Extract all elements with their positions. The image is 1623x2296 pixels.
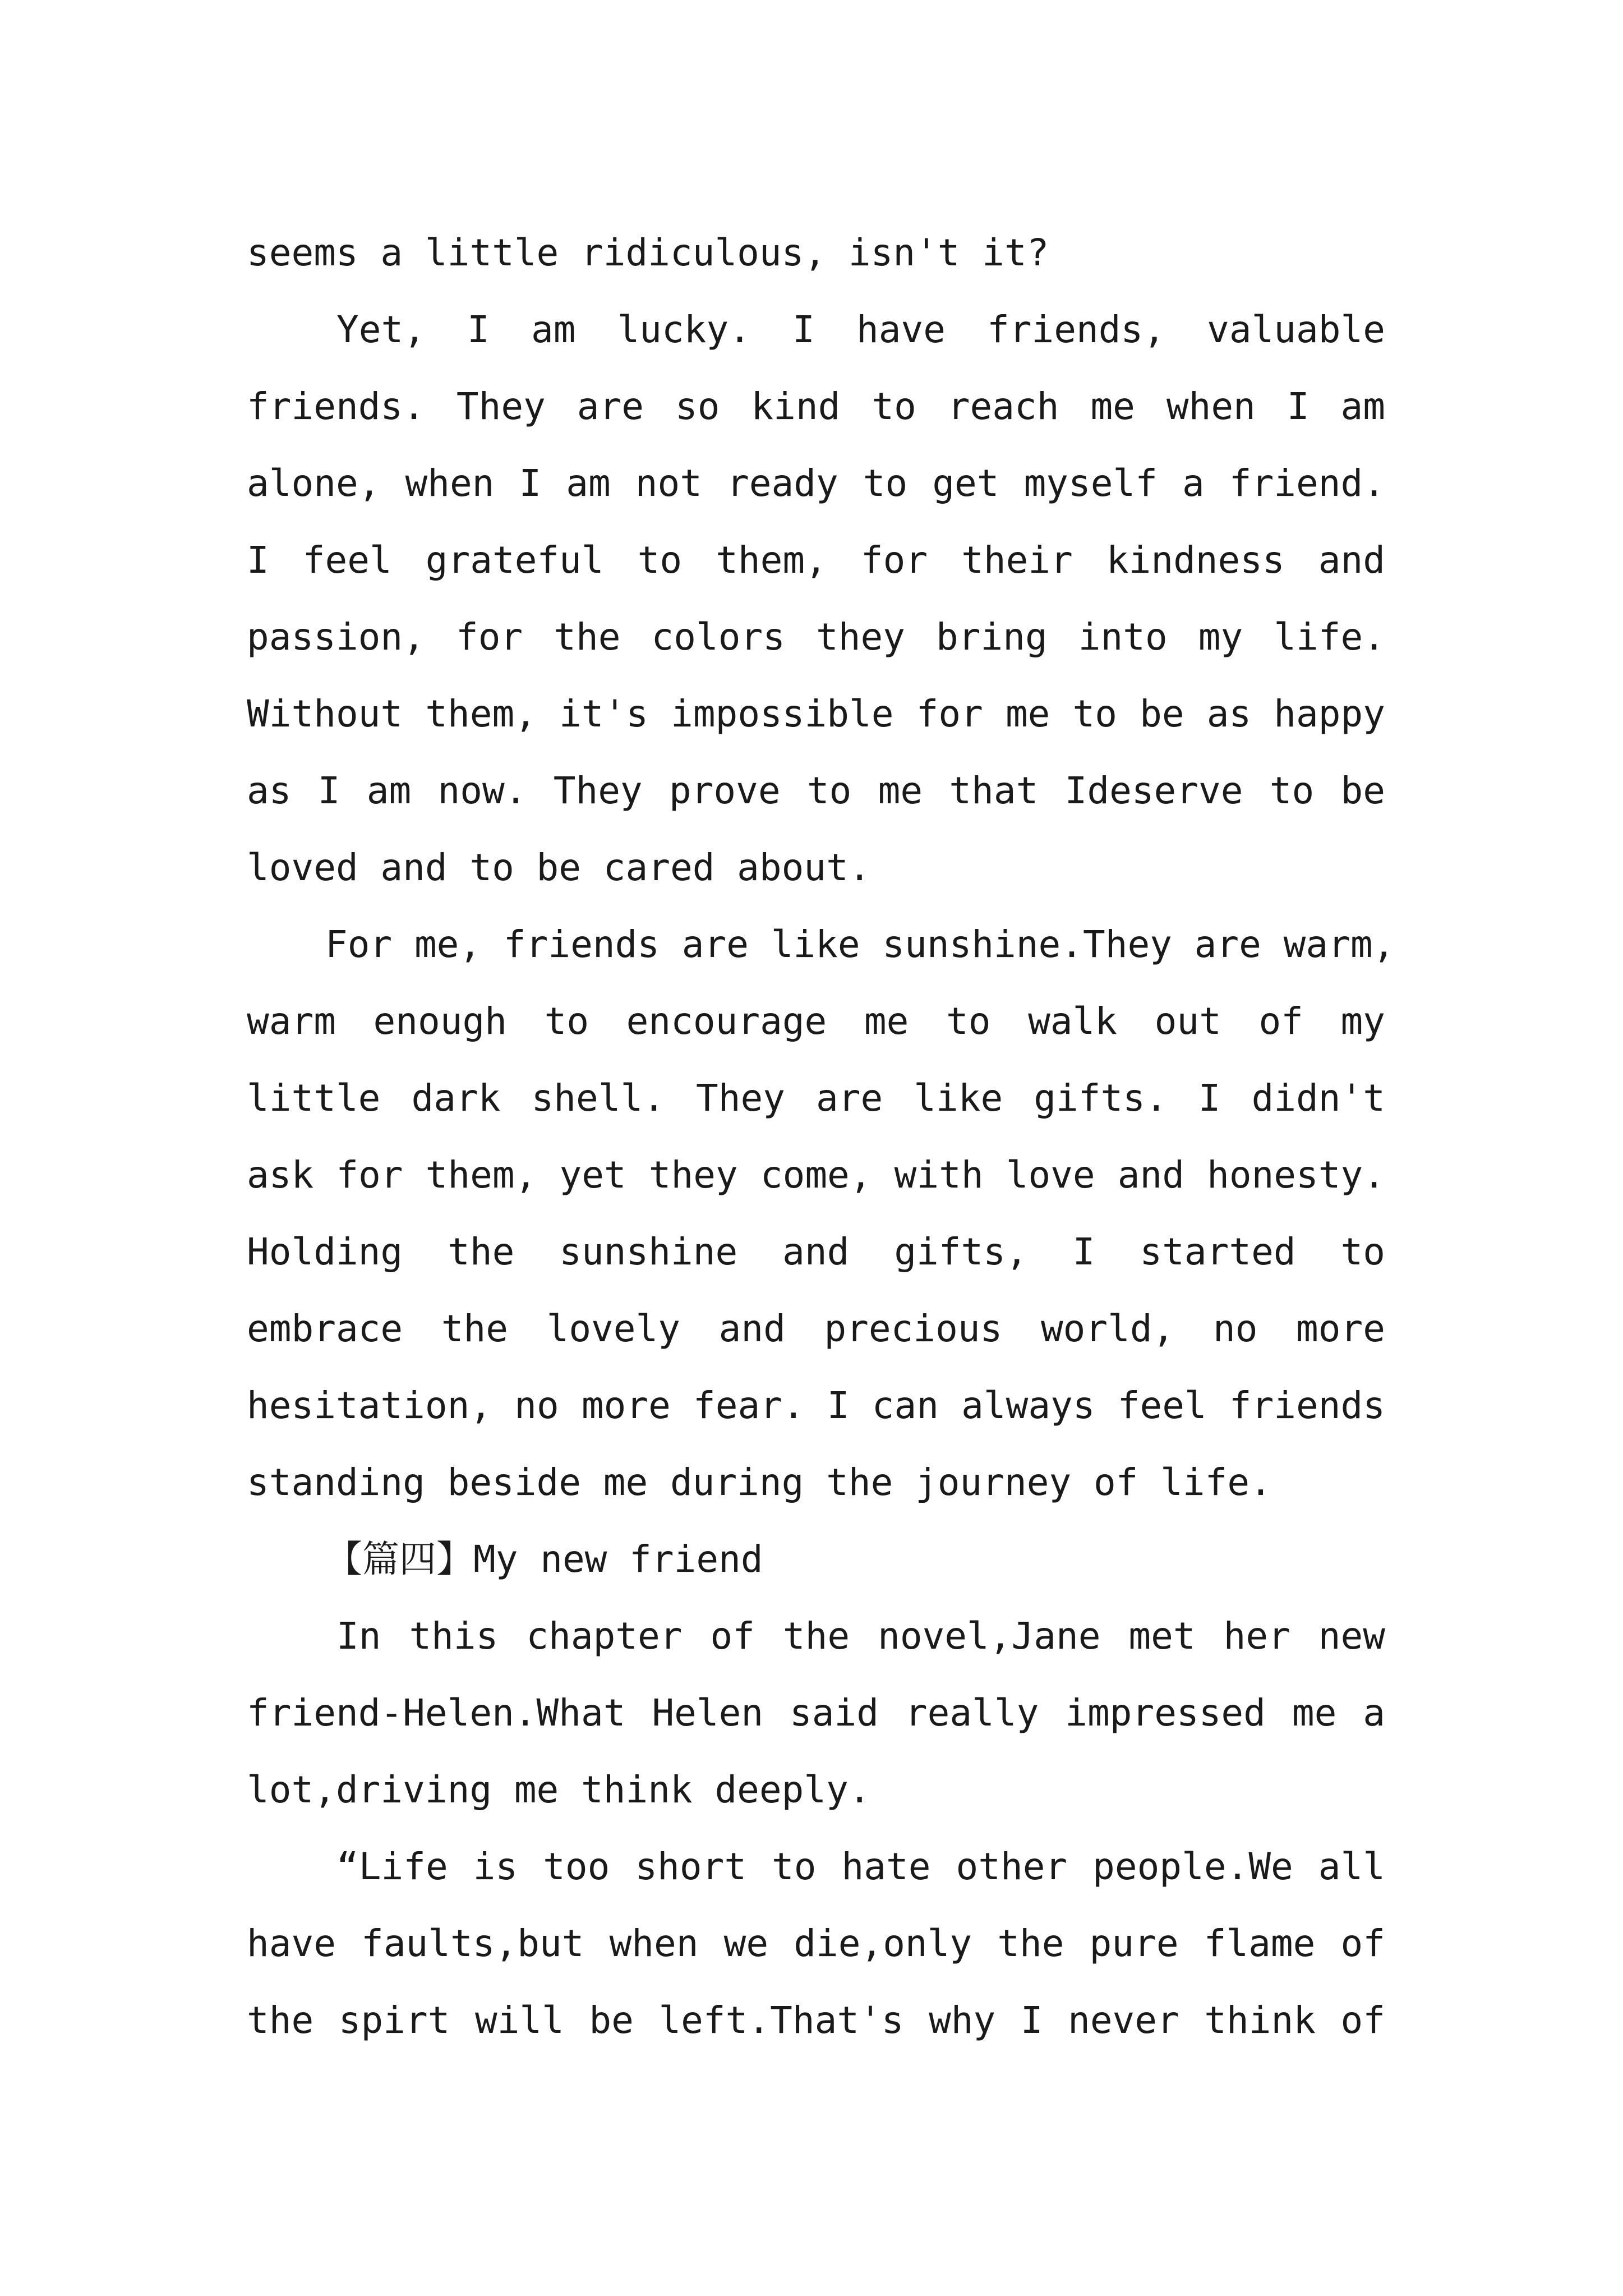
text-line: “Life is too short to hate other people.We all [336, 1845, 1385, 1888]
text-line: For me, friends are like sunshine.They are warm, [325, 923, 1395, 966]
text-line: warm enough to encourage me to walk out of my [247, 1000, 1385, 1043]
text-line: ask for them, yet they come, with love and honesty. [247, 1153, 1385, 1197]
text-line: passion, for the colors they bring into my life. [247, 615, 1385, 659]
body-text [247, 214, 1395, 2059]
text-line: I feel grateful to them, for their kindness and [247, 539, 1385, 582]
text-line: as I am now. They prove to me that Ideserve to be [247, 769, 1385, 812]
text-line: Without them, it's impossible for me to be as happy [247, 692, 1385, 735]
text-line: have faults,but when we die,only the pure flame of [247, 1922, 1385, 1965]
text-line: friends. They are so kind to reach me when I am [247, 385, 1385, 428]
text-line: the spirt will be left.That's why I never think of [247, 1999, 1385, 2042]
text-line: hesitation, no more fear. I can always feel friends [247, 1384, 1385, 1427]
text-line: friend-Helen.What Helen said really impressed me a [247, 1691, 1385, 1734]
text-line: In this chapter of the novel,Jane met her new [336, 1614, 1385, 1658]
text-line: little dark shell. They are like gifts. I didn't [247, 1076, 1385, 1120]
text-line: seems a little ridiculous, isn't it? [247, 231, 1049, 274]
text-line: loved and to be cared about. [247, 846, 871, 889]
text-line: embrace the lovely and precious world, no more [247, 1307, 1385, 1350]
text-line: standing beside me during the journey of life. [247, 1461, 1272, 1504]
text-line: lot,driving me think deeply. [247, 1768, 871, 1811]
text-line: Holding the sunshine and gifts, I started to [247, 1230, 1385, 1273]
text-line: alone, when I am not ready to get myself a friend. [247, 462, 1385, 505]
text-line: Yet, I am lucky. I have friends, valuable [336, 308, 1385, 351]
text-line: 【篇四】My new friend [325, 1538, 763, 1581]
